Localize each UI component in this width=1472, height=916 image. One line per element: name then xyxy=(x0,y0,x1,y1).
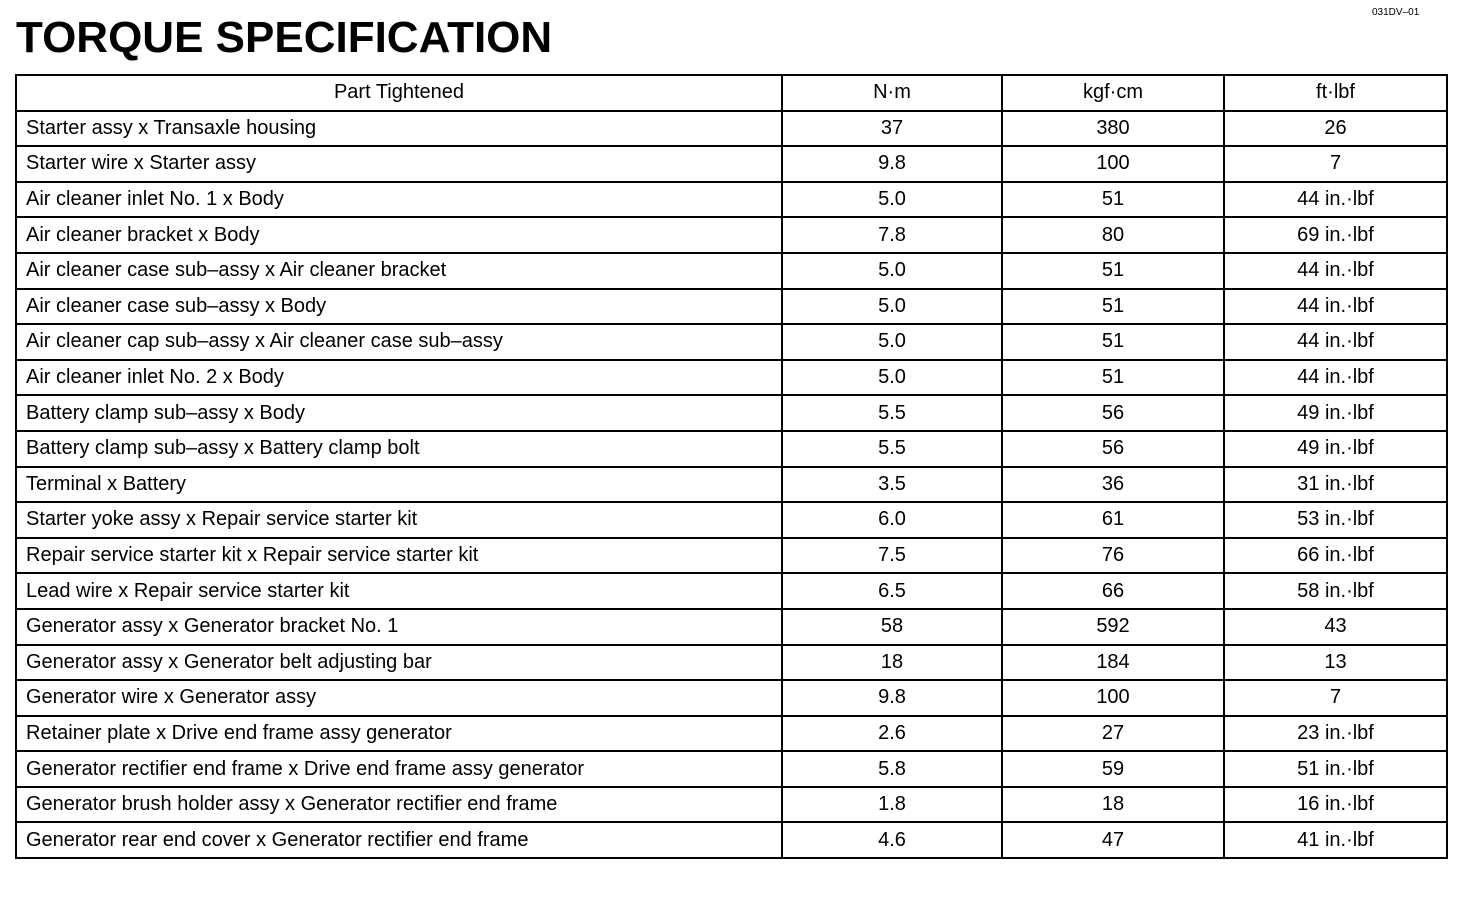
nm-cell: 5.0 xyxy=(782,289,1002,325)
part-cell: Air cleaner case sub–assy x Air cleaner bracket xyxy=(16,253,782,289)
part-cell: Air cleaner case sub–assy x Body xyxy=(16,289,782,325)
table-row xyxy=(16,146,1447,182)
ftlbf-cell: 23 in.·lbf xyxy=(1224,716,1447,752)
nm-cell: 5.5 xyxy=(782,431,1002,467)
part-cell: Generator wire x Generator assy xyxy=(16,680,782,716)
nm-cell: 5.5 xyxy=(782,395,1002,431)
kgfcm-cell: 56 xyxy=(1002,395,1224,431)
table-row xyxy=(16,111,1447,147)
table-row xyxy=(16,787,1447,823)
kgfcm-cell: 76 xyxy=(1002,538,1224,574)
part-cell: Generator assy x Generator belt adjusting bar xyxy=(16,645,782,681)
table-row xyxy=(16,645,1447,681)
part-cell: Generator assy x Generator bracket No. 1 xyxy=(16,609,782,645)
part-cell: Starter assy x Transaxle housing xyxy=(16,111,782,147)
page-title: TORQUE SPECIFICATION xyxy=(16,13,553,62)
table-row xyxy=(16,324,1447,360)
nm-cell: 37 xyxy=(782,111,1002,147)
nm-cell: 7.5 xyxy=(782,538,1002,574)
part-cell: Battery clamp sub–assy x Body xyxy=(16,395,782,431)
kgfcm-cell: 380 xyxy=(1002,111,1224,147)
part-cell: Air cleaner bracket x Body xyxy=(16,217,782,253)
ftlbf-cell: 53 in.·lbf xyxy=(1224,502,1447,538)
ftlbf-cell: 26 xyxy=(1224,111,1447,147)
kgfcm-cell: 51 xyxy=(1002,253,1224,289)
part-cell: Air cleaner inlet No. 1 x Body xyxy=(16,182,782,218)
ftlbf-cell: 16 in.·lbf xyxy=(1224,787,1447,823)
kgfcm-cell: 56 xyxy=(1002,431,1224,467)
kgfcm-cell: 592 xyxy=(1002,609,1224,645)
kgfcm-cell: 100 xyxy=(1002,146,1224,182)
ftlbf-cell: 44 in.·lbf xyxy=(1224,289,1447,325)
nm-cell: 7.8 xyxy=(782,217,1002,253)
table-row xyxy=(16,502,1447,538)
ftlbf-cell: 51 in.·lbf xyxy=(1224,751,1447,787)
nm-cell: 4.6 xyxy=(782,822,1002,858)
ftlbf-cell: 44 in.·lbf xyxy=(1224,324,1447,360)
table-row xyxy=(16,395,1447,431)
table-row xyxy=(16,751,1447,787)
part-cell: Air cleaner cap sub–assy x Air cleaner case sub–assy xyxy=(16,324,782,360)
part-cell: Generator brush holder assy x Generator rectifier end frame xyxy=(16,787,782,823)
nm-cell: 6.0 xyxy=(782,502,1002,538)
nm-cell: 5.0 xyxy=(782,324,1002,360)
part-cell: Repair service starter kit x Repair service starter kit xyxy=(16,538,782,574)
ftlbf-cell: 31 in.·lbf xyxy=(1224,467,1447,503)
nm-cell: 9.8 xyxy=(782,146,1002,182)
part-cell: Generator rear end cover x Generator rectifier end frame xyxy=(16,822,782,858)
table-body xyxy=(16,111,1447,858)
part-cell: Terminal x Battery xyxy=(16,467,782,503)
kgfcm-cell: 61 xyxy=(1002,502,1224,538)
nm-cell: 5.0 xyxy=(782,360,1002,396)
table-header-row xyxy=(16,75,1447,111)
table-row xyxy=(16,680,1447,716)
table-row xyxy=(16,716,1447,752)
ftlbf-cell: 7 xyxy=(1224,146,1447,182)
kgfcm-cell: 27 xyxy=(1002,716,1224,752)
kgfcm-cell: 18 xyxy=(1002,787,1224,823)
kgfcm-cell: 51 xyxy=(1002,324,1224,360)
table-row xyxy=(16,609,1447,645)
kgfcm-cell: 36 xyxy=(1002,467,1224,503)
table-row xyxy=(16,360,1447,396)
ftlbf-cell: 44 in.·lbf xyxy=(1224,253,1447,289)
ftlbf-cell: 44 in.·lbf xyxy=(1224,360,1447,396)
table-row xyxy=(16,822,1447,858)
part-cell: Retainer plate x Drive end frame assy generator xyxy=(16,716,782,752)
part-cell: Starter wire x Starter assy xyxy=(16,146,782,182)
nm-cell: 58 xyxy=(782,609,1002,645)
ftlbf-cell: 49 in.·lbf xyxy=(1224,431,1447,467)
ftlbf-cell: 49 in.·lbf xyxy=(1224,395,1447,431)
nm-cell: 9.8 xyxy=(782,680,1002,716)
nm-cell: 6.5 xyxy=(782,573,1002,609)
torque-spec-table xyxy=(15,74,1448,859)
ftlbf-cell: 44 in.·lbf xyxy=(1224,182,1447,218)
ftlbf-cell: 69 in.·lbf xyxy=(1224,217,1447,253)
nm-cell: 18 xyxy=(782,645,1002,681)
kgfcm-cell: 51 xyxy=(1002,289,1224,325)
kgfcm-cell: 51 xyxy=(1002,360,1224,396)
column-header-nm: N·m xyxy=(782,75,1002,111)
kgfcm-cell: 184 xyxy=(1002,645,1224,681)
kgfcm-cell: 80 xyxy=(1002,217,1224,253)
kgfcm-cell: 100 xyxy=(1002,680,1224,716)
nm-cell: 2.6 xyxy=(782,716,1002,752)
nm-cell: 5.8 xyxy=(782,751,1002,787)
part-cell: Battery clamp sub–assy x Battery clamp bolt xyxy=(16,431,782,467)
table-row xyxy=(16,431,1447,467)
part-cell: Generator rectifier end frame x Drive end frame assy generator xyxy=(16,751,782,787)
column-header-kgfcm: kgf·cm xyxy=(1002,75,1224,111)
table-row xyxy=(16,538,1447,574)
kgfcm-cell: 59 xyxy=(1002,751,1224,787)
ftlbf-cell: 58 in.·lbf xyxy=(1224,573,1447,609)
table-row xyxy=(16,573,1447,609)
column-header-part: Part Tightened xyxy=(16,75,782,111)
ftlbf-cell: 7 xyxy=(1224,680,1447,716)
nm-cell: 3.5 xyxy=(782,467,1002,503)
table-row xyxy=(16,182,1447,218)
kgfcm-cell: 51 xyxy=(1002,182,1224,218)
table-row xyxy=(16,217,1447,253)
ftlbf-cell: 43 xyxy=(1224,609,1447,645)
table-row xyxy=(16,467,1447,503)
kgfcm-cell: 66 xyxy=(1002,573,1224,609)
kgfcm-cell: 47 xyxy=(1002,822,1224,858)
part-cell: Lead wire x Repair service starter kit xyxy=(16,573,782,609)
part-cell: Starter yoke assy x Repair service starter kit xyxy=(16,502,782,538)
table-row xyxy=(16,289,1447,325)
ftlbf-cell: 13 xyxy=(1224,645,1447,681)
nm-cell: 5.0 xyxy=(782,182,1002,218)
column-header-ftlbf: ft·lbf xyxy=(1224,75,1447,111)
nm-cell: 5.0 xyxy=(782,253,1002,289)
ftlbf-cell: 41 in.·lbf xyxy=(1224,822,1447,858)
ftlbf-cell: 66 in.·lbf xyxy=(1224,538,1447,574)
document-code: 031DV–01 xyxy=(1372,7,1420,18)
nm-cell: 1.8 xyxy=(782,787,1002,823)
table-row xyxy=(16,253,1447,289)
part-cell: Air cleaner inlet No. 2 x Body xyxy=(16,360,782,396)
